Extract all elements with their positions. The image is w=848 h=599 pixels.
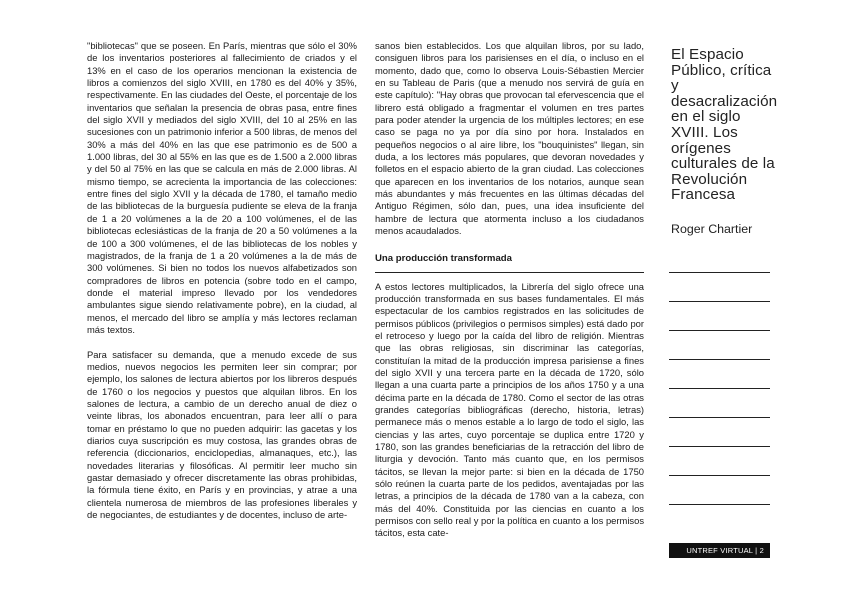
middle-paragraph-1: sanos bien establecidos. Los que alquilan libros, por su lado, consiguen libros para los parisienses en el día, o incluso en el momento, dado que, como lo observa Louis-Sébastien Mercier en su Tableau de Paris (que a menudo nos servirá de guía en este capítulo): "Hay obras que provocan tal efervescencia que el librero está obligado a fragmentar el volumen en tres partes para poder atender la urgencia de los múltiples lectores; en ese caso se paga no ya por día sino por hora. Instalados en pequeños negocios o al aire libre, los "bouquinistes" llegan, sin duda, a los lectores más populares, que devoran novedades y folletos en el espacio abierto de la gran ciudad. Las colecciones que aparecen en los inventarios de los notarios, aunque sean más abundantes y más frecuentes en las últimas décadas del Antiguo Régimen, sólo dan, pues, una idea insuficiente del hambre de lectura que atormenta incluso a los ciudadanos menos acaudalados.: [375, 40, 644, 237]
note-line: [669, 388, 770, 389]
heading-rule: [375, 272, 644, 273]
author-name: Roger Chartier: [671, 221, 753, 236]
middle-text-column: [375, 40, 644, 552]
note-line: [669, 417, 770, 418]
page-footer: UNTREF VIRTUAL | 2: [669, 543, 770, 558]
note-line: [669, 301, 770, 302]
book-title: El Espacio Público, crítica y desacralización en el siglo XVIII. Los orígenes culturales de la Revolución Francesa: [671, 46, 778, 204]
note-line: [669, 330, 770, 331]
note-line: [669, 475, 770, 476]
section-heading: Una producción transformada: [375, 252, 512, 264]
left-text-column: [87, 40, 357, 534]
note-line: [669, 504, 770, 505]
note-line: [669, 446, 770, 447]
sidebar: [671, 47, 781, 236]
note-line: [669, 272, 770, 273]
left-paragraph-1: "bibliotecas" que se poseen. En París, mientras que sólo el 30% de los inventarios posteriores al fallecimiento de criados y el 13% en el caso de los operarios mencionan la existencia de libros a comienzos del siglo XVIII, en 1780 es del 40% y 35%, respectivamente. En las ciudades del Oeste, el porcentaje de los inventarios que señalan la presencia de obras pasa, entre fines del siglo XVII y mediados del siglo XVIII, del 10 al 25% en las sucesiones con un patrimonio inferior a 500 libras, de menos del 30% a más del 40% en las que ese patrimonio es de 500 a 1.000 libras, del 30 al 55% en las que es de 1.500 a 2.000 libras y del 50 al 75% en las que se calcula en más de 2.000 libras. Al mismo tiempo, se acrecienta la importancia de las colecciones: entre fines del siglo XVII y la década de 1780, el tamaño medio de las bibliotecas de la burguesía pudiente se eleva de la franja de 1 a 20 volúmenes a la de 20 a 100 volúmenes, el de las bibliotecas eclesiásticas de la franja de 20 a 50 volúmenes a la de 100 a 300 volúmenes, el de las bibliotecas de los nobles y magistrados, de la franja de 1 a 20 volúmenes a la de más de 300 volúmenes. Si bien no todos los nuevos alfabetizados son compradores de libros en potencia (sobre todo en el campo, donde el material impreso llevado por los vendedores ambulantes sigue siendo relativamente pobre), en la ciudad, al menos, el mercado del libro se amplía y más lectores reclaman más textos.: [87, 40, 357, 335]
middle-paragraph-2: A estos lectores multiplicados, la Librería del siglo ofrece una producción transformada en sus bases fundamentales. El más espectacular de los cambios registrados en las solicitudes de permisos públicos (privilegios o permisos simples) está dado por el retroceso y luego por la caída del libro de religión. Mientras que las obras religiosas, sin discriminar las categorías, constituían la mitad de la producción impresa parisiense a fines del siglo XVII y una tercera parte en la década de 1720, sólo llegan a una cuarta parte a principios de los años 1750 y a una décima parte en la década de 1780. Como el sector de las otras grandes categorías bibliográficas (derecho, historia, letras) permanece más o menos estable a lo largo de todo el siglo, las ciencias y las artes, cuyo porcentaje se duplica entre 1720 y 1780, son las grandes beneficiarias de la retracción del libro de liturgia y devoción. Tanto más cuanto que, en los permisos tácitos, se llevan la mejor parte: si bien en la década de 1750 sólo reúnen la cuarta parte de los pedidos, aventajadas por las letras, a principios de la década de 1780 van a la cabeza, con más del 40%. Constituida por las ciencias en cuanto a los permisos con sello real y por la política en cuanto a los permisos tácitos, esta cate-: [375, 280, 644, 539]
note-line: [669, 359, 770, 360]
note-lines: [669, 272, 770, 533]
left-paragraph-2: Para satisfacer su demanda, que a menudo excede de sus medios, nuevos negocios les permiten leer sin comprar; por ejemplo, los salones de lectura abiertos por los libreros después de 1760 o los negocios y puestos que alquilan libros. En los salones de lectura, a cambio de un derecho anual de diez o veinte libras, los abonados encuentran, para leer allí o para tomar en préstamo lo que no pueden adquirir: las gacetas y los diarios cuya suscripción es muy costosa, las grandes obras de referencia (diccionarios, enciclopedias, almanaques, etc.), las novedades literarias y filosóficas. Al permitir leer mucho sin gastar demasiado y ofrecer discretamente las obras prohibidas, la fórmula tiene éxito, en París y en provincias, y atrae a una clientela numerosa de miembros de las profesiones liberales y de negociantes, de estudiantes y de docentes, incluso de arte-: [87, 348, 357, 521]
